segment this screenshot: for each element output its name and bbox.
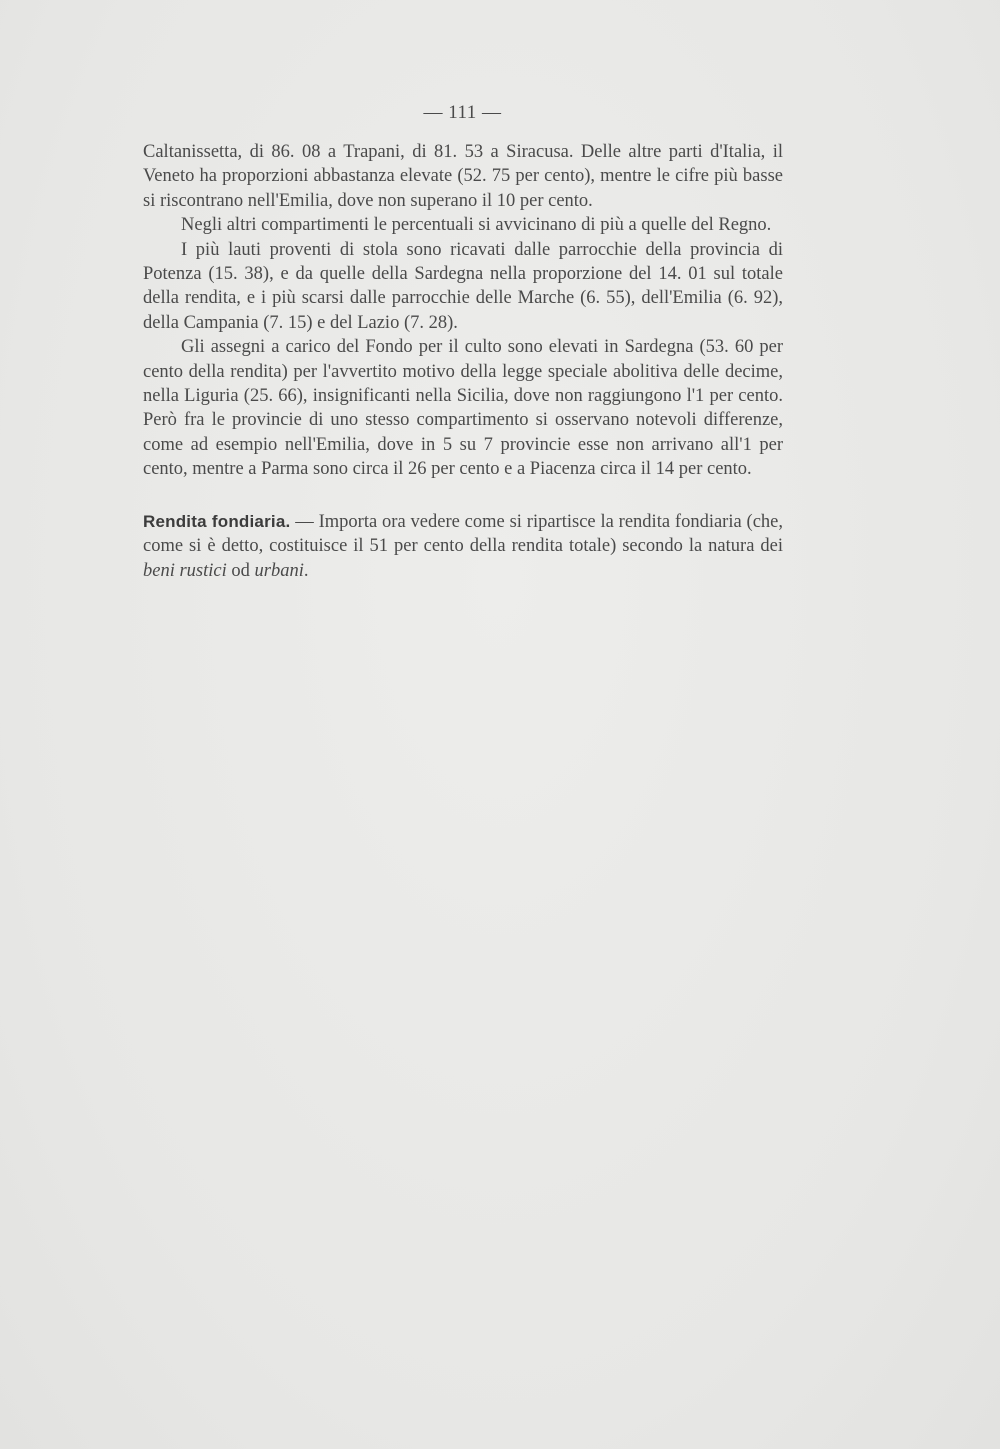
paragraph-3: I più lauti proventi di stola sono ricavati dalle parrocchie della provincia di Potenza (15. 38), e da quelle della Sardegna nella proporzione del 14. 01 sul totale della rendita, e i più scarsi dalle parrocchie delle Marche (6. 55), dell'Emilia (6. 92), della Campania (7. 15) e del Lazio (7. 28).: [143, 239, 783, 333]
page-number: — 111 —: [423, 102, 502, 123]
section-text-before: — Importa ora vedere come si ripartisce la rendita fondiaria (che, come si è detto, costituisce il 51 per cento della rendita totale) secondo la natura dei: [143, 511, 783, 557]
section-text-middle: od: [226, 560, 255, 581]
section-emph-beni-rustici: beni rustici: [143, 560, 227, 581]
paragraph-1: Caltanissetta, di 86. 08 a Trapani, di 81. 53 a Siracusa. Delle altre parti d'Italia, il Veneto ha proporzioni abbastanza elevate (52. 75 per cento), mentre le cifre più basse si riscontrano nell'Emilia, dove non superano il 10 per cento.: [143, 142, 783, 211]
section-emph-urbani: urbani: [254, 560, 304, 581]
paragraph-2: Negli altri compartimenti le percentuali si avvicinano di più a quelle del Regno.: [181, 215, 772, 236]
paragraph-4: Gli assegni a carico del Fondo per il culto sono elevati in Sardegna (53. 60 per cento della rendita) per l'avvertito motivo della legge speciale abolitiva delle decime, nella Liguria (25. 66), insignificanti nella Sicilia, dove non raggiungono l'1 per cento. Però fra le provincie di uno stesso compartimento si osservano notevoli differenze, come ad esempio nell'Emilia, dove in 5 su 7 provincie esse non arrivano all'1 per cento, mentre a Parma sono circa il 26 per cento e a Piacenza circa il 14 per cento.: [143, 337, 783, 480]
body-text: [143, 140, 783, 601]
section-rendita-fondiaria: [143, 510, 783, 583]
section-text-after: .: [303, 560, 309, 581]
section-title: Rendita fondiaria.: [143, 511, 291, 531]
